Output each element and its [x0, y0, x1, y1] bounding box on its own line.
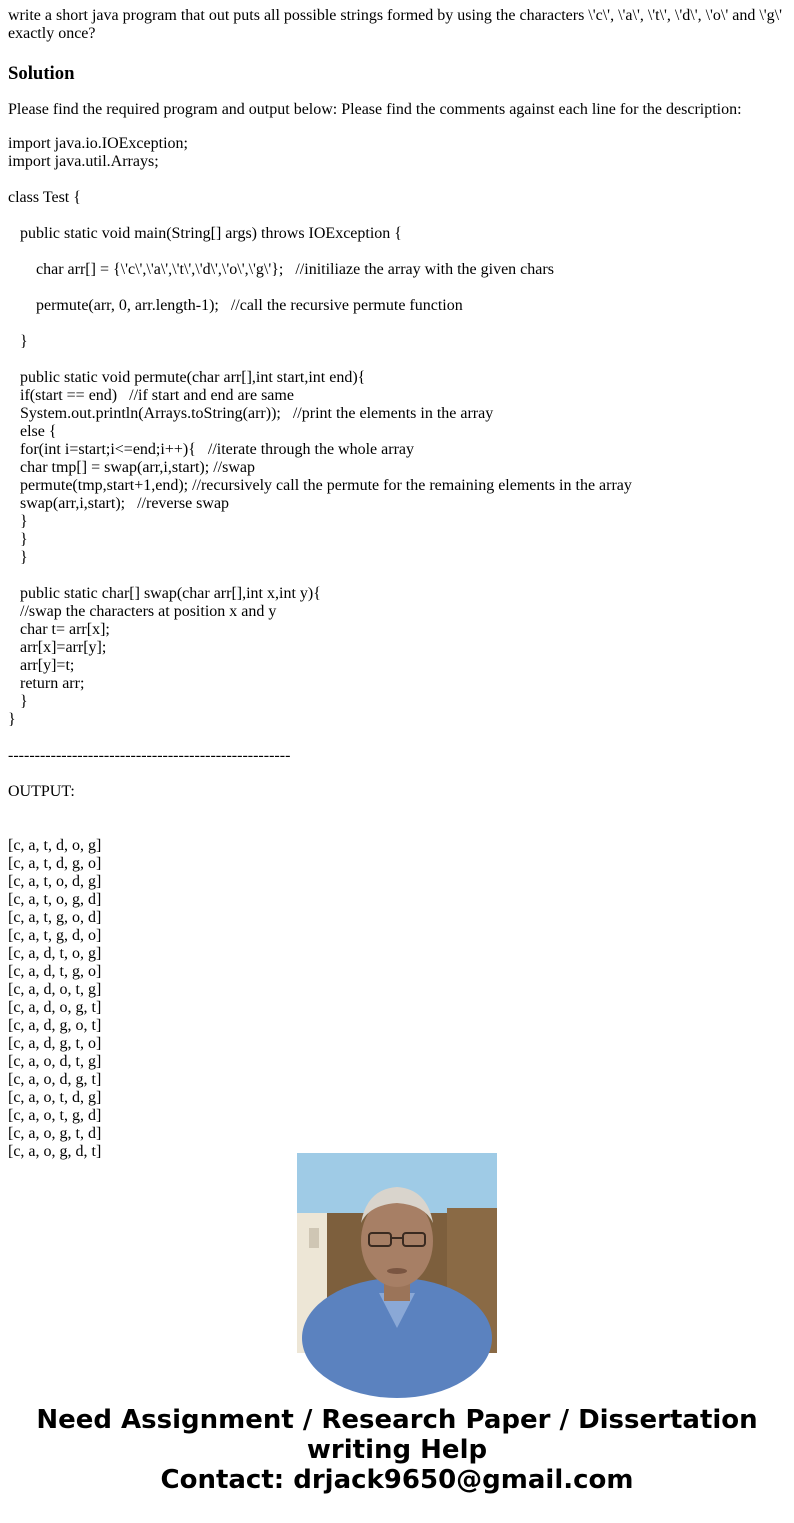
page-content	[8, 7, 788, 1160]
code-line	[8, 279, 788, 297]
code-line: System.out.println(Arrays.toString(arr)); //print the elements in the array	[8, 405, 494, 422]
code-line: -----------------------------------------------------	[8, 747, 291, 764]
output-line: [c, a, o, g, t, d]	[8, 1125, 102, 1142]
code-line	[8, 765, 788, 783]
solution-intro: Please find the required program and output below: Please find the comments against each line for the description:	[8, 101, 742, 118]
code-line	[8, 243, 788, 261]
code-line	[8, 351, 788, 369]
code-line	[8, 801, 788, 819]
promo-line-2: writing Help	[306, 1435, 488, 1465]
output-line: [c, a, o, t, g, d]	[8, 1107, 102, 1124]
code-line: arr[x]=arr[y];	[8, 639, 107, 656]
output-line: [c, a, d, g, t, o]	[8, 1035, 102, 1052]
code-line	[8, 315, 788, 333]
output-line: [c, a, t, o, d, g]	[8, 873, 102, 890]
code-line: for(int i=start;i<=end;i++){ //iterate through the whole array	[8, 441, 415, 458]
solution-heading: Solution	[8, 63, 75, 84]
promo-banner	[0, 1405, 794, 1495]
output-line: [c, a, t, d, g, o]	[8, 855, 102, 872]
output-line: [c, a, t, o, g, d]	[8, 891, 102, 908]
code-line: if(start == end) //if start and end are same	[8, 387, 294, 404]
code-line: }	[8, 711, 16, 728]
question-text: write a short java program that out puts all possible strings formed by using the characters \'c\', \'a\', \'t\', \'d\', \'o\' and \'g\' exactly once?	[8, 7, 782, 42]
output-line: [c, a, t, g, d, o]	[8, 927, 102, 944]
output-line: [c, a, d, o, g, t]	[8, 999, 102, 1016]
output-line: [c, a, t, g, o, d]	[8, 909, 102, 926]
code-line: return arr;	[8, 675, 85, 692]
author-avatar	[297, 1153, 497, 1353]
code-line: char tmp[] = swap(arr,i,start); //swap	[8, 459, 255, 476]
code-line	[8, 171, 788, 189]
code-line: char arr[] = {\'c\',\'a\',\'t\',\'d\',\'o\',\'g\'}; //initiliaze the array with the given chars	[8, 261, 554, 278]
code-line: }	[8, 333, 28, 350]
output-line: [c, a, d, t, g, o]	[8, 963, 102, 980]
code-line: char t= arr[x];	[8, 621, 110, 638]
code-line: class Test {	[8, 189, 81, 206]
code-line: }	[8, 693, 28, 710]
code-line: permute(tmp,start+1,end); //recursively call the permute for the remaining elements in the array	[8, 477, 632, 494]
code-line	[8, 567, 788, 585]
code-line: //swap the characters at position x and y	[8, 603, 277, 620]
output-line: [c, a, t, d, o, g]	[8, 837, 102, 854]
code-line: else {	[8, 423, 57, 440]
output-line: [c, a, d, o, t, g]	[8, 981, 102, 998]
code-line: }	[8, 549, 28, 566]
code-line: public static char[] swap(char arr[],int x,int y){	[8, 585, 321, 602]
code-line: public static void main(String[] args) throws IOException {	[8, 225, 402, 242]
output-line: [c, a, o, t, d, g]	[8, 1089, 102, 1106]
code-line: swap(arr,i,start); //reverse swap	[8, 495, 230, 512]
code-line: import java.util.Arrays;	[8, 153, 159, 170]
output-line: [c, a, o, d, t, g]	[8, 1053, 102, 1070]
output-line: [c, a, o, d, g, t]	[8, 1071, 102, 1088]
code-line: import java.io.IOException;	[8, 135, 188, 152]
output-listing	[8, 837, 788, 1160]
code-listing	[8, 135, 788, 819]
code-line	[8, 729, 788, 747]
code-line: permute(arr, 0, arr.length-1); //call the recursive permute function	[8, 297, 463, 314]
output-line: [c, a, o, g, d, t]	[8, 1143, 102, 1160]
code-line	[8, 207, 788, 225]
code-line: }	[8, 513, 28, 530]
code-line: public static void permute(char arr[],int start,int end){	[8, 369, 366, 386]
output-line: [c, a, d, t, o, g]	[8, 945, 102, 962]
author-portrait-image	[297, 1153, 497, 1353]
output-line: [c, a, d, g, o, t]	[8, 1017, 102, 1034]
code-line: OUTPUT:	[8, 783, 75, 800]
promo-line-1: Need Assignment / Research Paper / Dissertation	[36, 1405, 758, 1435]
code-line: arr[y]=t;	[8, 657, 75, 674]
promo-contact: Contact: drjack9650@gmail.com	[160, 1465, 634, 1495]
code-line: }	[8, 531, 28, 548]
